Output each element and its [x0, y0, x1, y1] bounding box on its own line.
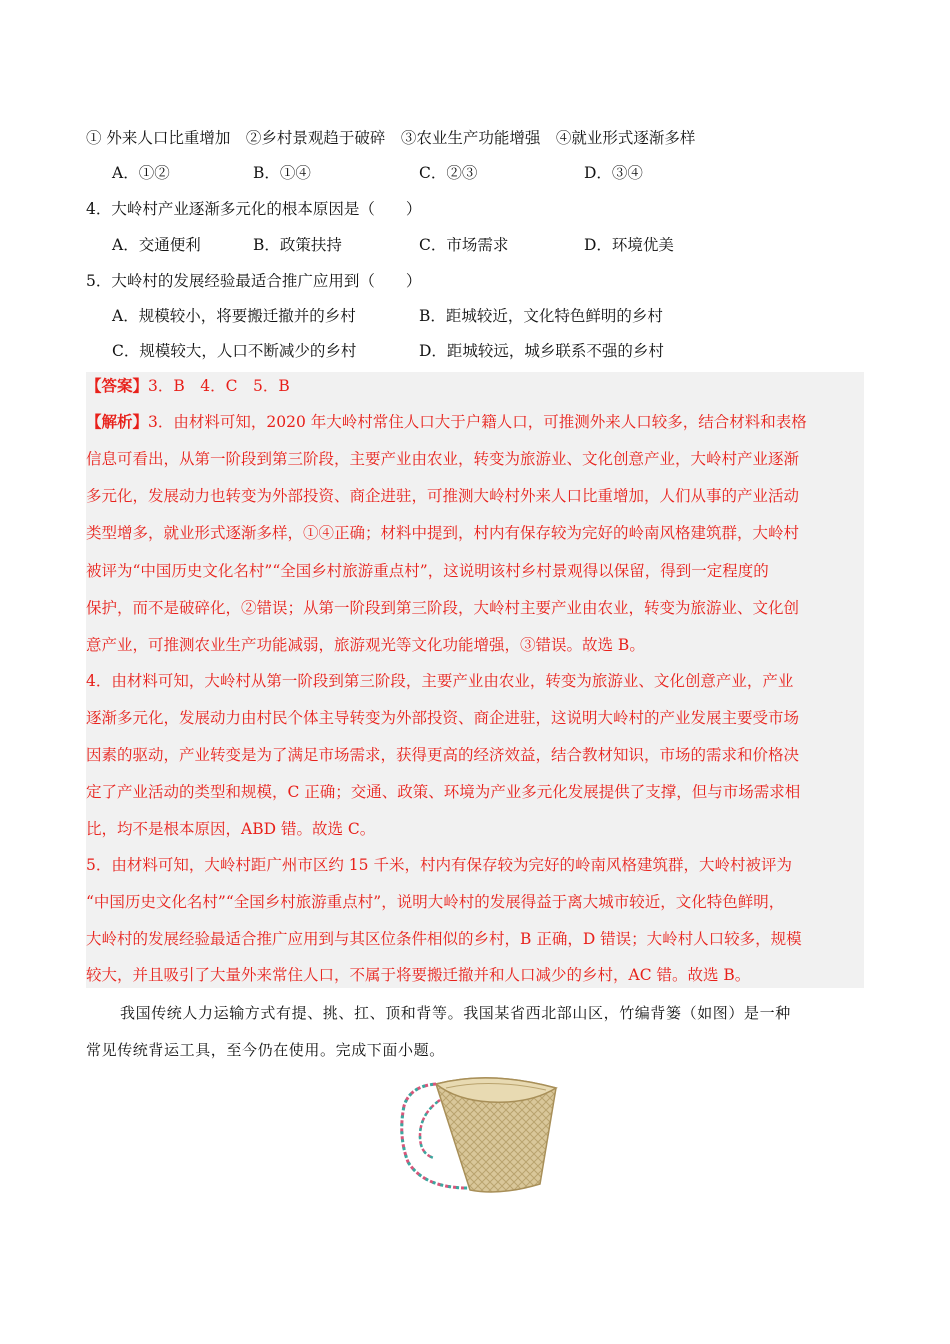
analysis-line: 因素的驱动，产业转变是为了满足市场需求，获得更高的经济效益，结合教材知识，市场的需求和价格决	[86, 746, 800, 764]
q4-stem: 4．大岭村产业逐渐多元化的根本原因是（ ）	[86, 200, 422, 218]
analysis-line: 定了产业活动的类型和规模，C 正确；交通、政策、环境为产业多元化发展提供了支撑，但与市场需求相	[86, 783, 801, 801]
analysis-label: 【解析】	[86, 412, 149, 431]
q5-stem: 5．大岭村的发展经验最适合推广应用到（ ）	[86, 272, 422, 290]
analysis-line: 类型增多，就业形式逐渐多样，①④正确；材料中提到，村内有保存较为完好的岭南风格建筑群，大岭村	[86, 524, 800, 542]
answer-text: 3．B 4．C 5．B	[148, 377, 290, 395]
analysis-line: 信息可看出，从第一阶段到第三阶段，主要产业由农业，转变为旅游业、文化创意产业，大岭村产业逐渐	[86, 450, 800, 468]
q3-statements: ① 外来人口比重增加 ②乡村景观趋于破碎 ③农业生产功能增强 ④就业形式逐渐多样	[86, 129, 696, 147]
analysis-line: 逐渐多元化，发展动力由村民个体主导转变为外部投资、商企进驻，这说明大岭村的产业发展主要受市场	[86, 709, 800, 727]
q3-option-a: A．①②	[112, 164, 170, 182]
q3-option-d: D．③④	[584, 164, 643, 182]
intro-line: 我国传统人力运输方式有提、挑、扛、顶和背等。我国某省西北部山区，竹编背篓（如图）是一种	[120, 1004, 791, 1022]
analysis-line	[86, 411, 807, 433]
analysis-text: 3．由材料可知，2020 年大岭村常住人口大于户籍人口，可推测外来人口较多，结合材料和表格	[148, 413, 807, 431]
q4-option-a: A．交通便利	[112, 236, 201, 254]
q3-option-b: B．①④	[253, 164, 311, 182]
analysis-line: 意产业，可推测农业生产功能减弱，旅游观光等文化功能增强，③错误。故选 B。	[86, 636, 645, 654]
q5-option-a: A．规模较小，将要搬迁撤并的乡村	[112, 307, 356, 325]
analysis-line: 被评为“中国历史文化名村”“全国乡村旅游重点村”，这说明该村乡村景观得以保留，得到一定程度的	[86, 562, 769, 580]
q3-option-c: C．②③	[419, 164, 478, 182]
q5-option-d: D．距城较远，城乡联系不强的乡村	[419, 342, 664, 360]
answer-line	[86, 375, 290, 397]
analysis-line: 保护，而不是破碎化，②错误；从第一阶段到第三阶段，大岭村主要产业由农业，转变为旅游业、文化创	[86, 599, 800, 617]
answer-label: 【答案】	[86, 376, 149, 395]
q5-option-c: C．规模较大，人口不断减少的乡村	[112, 342, 357, 360]
q5-option-b: B．距城较近，文化特色鲜明的乡村	[419, 307, 663, 325]
q4-option-d: D．环境优美	[584, 236, 674, 254]
analysis-line: 比，均不是根本原因，ABD 错。故选 C。	[86, 820, 376, 838]
analysis-line: 多元化，发展动力也转变为外部投资、商企进驻，可推测大岭村外来人口比重增加，人们从事的产业活动	[86, 487, 800, 505]
analysis-line: 大岭村的发展经验最适合推广应用到与其区位条件相似的乡村，B 正确，D 错误；大岭村人口较多，规模	[86, 930, 802, 948]
bamboo-basket-image	[390, 1066, 560, 1206]
analysis-line: “中国历史文化名村”“全国乡村旅游重点村”，说明大岭村的发展得益于离大城市较近，文化特色鲜明，	[86, 893, 785, 911]
q4-option-c: C．市场需求	[419, 236, 509, 254]
q4-option-b: B．政策扶持	[253, 236, 342, 254]
intro-line: 常见传统背运工具，至今仍在使用。完成下面小题。	[86, 1041, 445, 1059]
analysis-line: 较大，并且吸引了大量外来常住人口，不属于将要搬迁撤并和人口减少的乡村，AC 错。故选 B。	[86, 966, 751, 984]
analysis-line: 4．由材料可知，大岭村从第一阶段到第三阶段，主要产业由农业，转变为旅游业、文化创意产业，产业	[86, 672, 794, 690]
analysis-line: 5．由材料可知，大岭村距广州市区约 15 千米，村内有保存较为完好的岭南风格建筑群，大岭村被评为	[86, 856, 792, 874]
